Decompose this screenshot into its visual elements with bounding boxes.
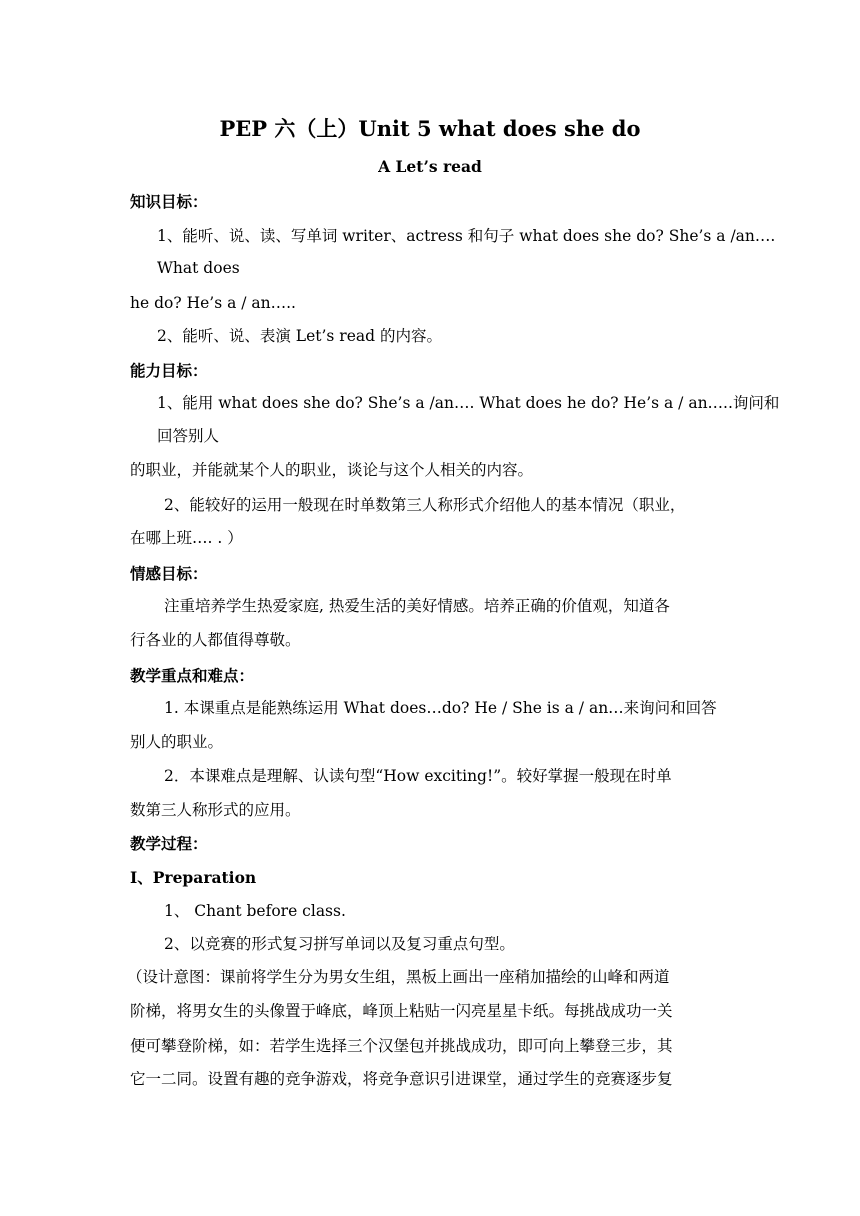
emotion-line-2: 行各业的人都值得尊敬。 (130, 631, 301, 649)
key-point-1-line-2: 别人的职业。 (130, 733, 224, 751)
key-point-2-line-1: 2．本课难点是理解、认读句型“How exciting!”。较好掌握一般现在时单 (164, 767, 672, 785)
key-point-2-line-2: 数第三人称形式的应用。 (130, 801, 301, 819)
process-step-2: 2、以竞赛的形式复习拼写单词以及复习重点句型。 (164, 935, 515, 953)
ability-item-2-line-1: 2、能较好的运用一般现在时单数第三人称形式介绍他人的基本情况（职业， (164, 496, 686, 514)
process-step-1: 1、 Chant before class. (164, 902, 346, 920)
stage-preparation: Ⅰ、Preparation (130, 868, 257, 887)
knowledge-item-1-line-2: What does (157, 259, 240, 277)
design-intent-line-2: 阶梯，将男女生的头像置于峰底，峰顶上粘贴一闪亮星星卡纸。每挑战成功一关 (130, 1002, 673, 1020)
design-intent-line-4: 它一二同。设置有趣的竞争游戏，将竞争意识引进课堂，通过学生的竞赛逐步复 (130, 1070, 673, 1088)
knowledge-item-2: 2、能听、说、表演 Let’s read 的内容。 (157, 327, 442, 345)
design-intent-line-1: （设计意图：课前将学生分为男女生组，黑板上画出一座稍加描绘的山峰和两道 (127, 968, 670, 986)
emotion-line-1: 注重培养学生热爱家庭, 热爱生活的美好情感。培养正确的价值观，知道各 (164, 597, 670, 615)
ability-item-2-line-2: 在哪上班…. . ） (130, 529, 243, 547)
heading-teaching-process: 教学过程： (130, 834, 208, 853)
ability-item-1-line-3: 的职业，并能就某个人的职业，谈论与这个人相关的内容。 (130, 461, 534, 479)
page-title: PEP 六（上）Unit 5 what does she do (219, 116, 641, 141)
heading-key-points: 教学重点和难点： (130, 666, 255, 685)
key-point-1-line-1: 1. 本课重点是能熟练运用 What does…do? He / She is a / an…来询问和回答 (164, 699, 717, 717)
ability-item-1-line-2: 回答别人 (157, 427, 220, 445)
knowledge-item-1-line-3: he do? He’s a / an….. (130, 294, 296, 312)
heading-knowledge-objectives: 知识目标： (130, 192, 208, 211)
design-intent-line-3: 便可攀登阶梯，如：若学生选择三个汉堡包并挑战成功，即可向上攀登三步，其 (130, 1037, 673, 1055)
knowledge-item-1-line-1: 1、能听、说、读、写单词 writer、actress 和句子 what does she do? She’s a /an…. (157, 227, 776, 245)
ability-item-1-line-1: 1、能用 what does she do? She’s a /an…. What does he do? He’s a / an…..询问和 (157, 394, 780, 412)
heading-ability-objectives: 能力目标： (130, 361, 208, 380)
heading-emotion-objectives: 情感目标： (130, 564, 208, 583)
page-subtitle: A Let’s read (378, 157, 482, 176)
